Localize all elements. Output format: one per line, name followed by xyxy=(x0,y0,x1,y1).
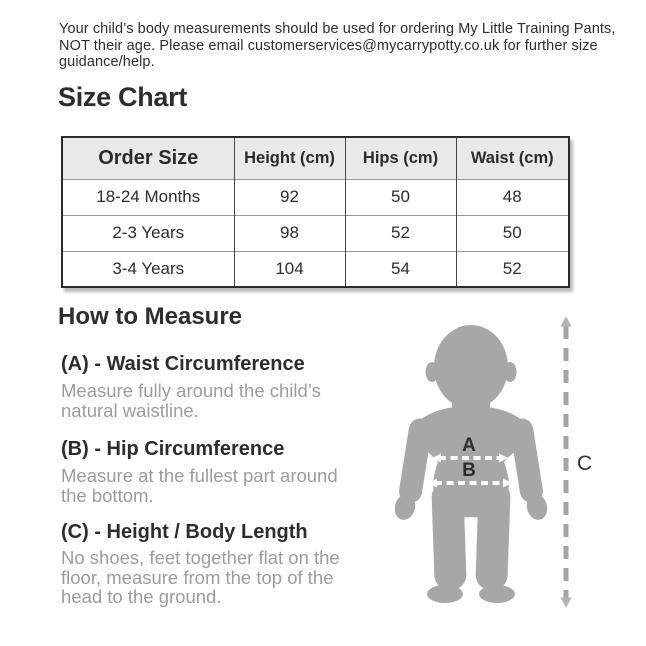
cell-height: 92 xyxy=(234,179,345,215)
column-header-height: Height (cm) xyxy=(234,137,345,179)
cell-hips: 52 xyxy=(345,215,456,251)
cell-height: 104 xyxy=(234,251,345,287)
how-to-measure-heading: How to Measure xyxy=(58,303,243,330)
cell-waist: 50 xyxy=(456,215,569,251)
measurement-diagram xyxy=(388,310,646,610)
section-b-body: Measure at the fullest part around the bottom. xyxy=(61,465,338,506)
table-header-row xyxy=(62,137,569,179)
column-header-hips: Hips (cm) xyxy=(345,137,456,179)
table-row xyxy=(62,251,569,287)
intro-line: Your child’s body measurements should be used for ordering My Little Training Pants, xyxy=(59,21,616,37)
cell-order-size: 18-24 Months xyxy=(62,179,234,215)
column-header-order-size: Order Size xyxy=(98,146,199,169)
label-b: B xyxy=(462,460,476,481)
intro-line: NOT their age. Please email customerservices@mycarrypotty.co.uk for further size xyxy=(59,37,598,54)
cell-waist: 48 xyxy=(456,179,569,215)
size-chart-table xyxy=(61,136,570,288)
section-c-body: No shoes, feet together flat on the floor, measure from the top of the head to the ground. xyxy=(61,547,340,607)
section-b-heading: (B) - Hip Circumference xyxy=(61,438,285,460)
intro-line: guidance/help. xyxy=(59,54,155,70)
column-header-waist: Waist (cm) xyxy=(456,137,569,179)
section-a-heading: (A) - Waist Circumference xyxy=(61,353,305,375)
cell-hips: 50 xyxy=(345,179,456,215)
cell-waist: 52 xyxy=(456,251,569,287)
size-chart-heading: Size Chart xyxy=(58,82,188,112)
label-a: A xyxy=(462,435,476,456)
cell-height: 98 xyxy=(234,215,345,251)
table-row xyxy=(62,179,569,215)
section-a-body: Measure fully around the child’s natural waistline. xyxy=(61,380,321,421)
intro-text xyxy=(59,21,615,71)
cell-order-size: 3-4 Years xyxy=(62,251,234,287)
table-row xyxy=(62,215,569,251)
cell-hips: 54 xyxy=(345,251,456,287)
height-measure-arrow-icon xyxy=(561,316,572,608)
cell-order-size: 2-3 Years xyxy=(62,215,234,251)
label-c: C xyxy=(577,452,593,475)
section-c-heading: (C) - Height / Body Length xyxy=(61,521,308,543)
